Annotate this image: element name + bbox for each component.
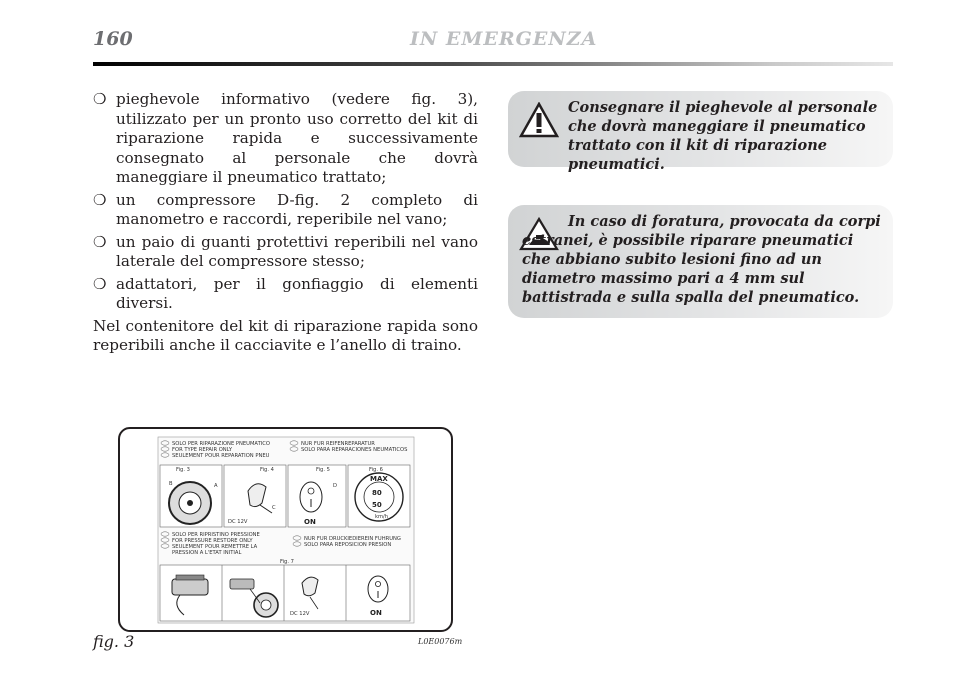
label-de-pressure: NUR FUR DRUCKIEDIEREIN FUHRUNG <box>304 536 401 542</box>
list-item <box>93 90 478 188</box>
label-it-pressure: SOLO PER RIPRISTINO PRESSIONE <box>172 532 260 538</box>
panel-fig5-label: Fig. 5 <box>316 467 330 473</box>
label-fr-pressure-2: PRESSION A L'ETAT INITIAL <box>172 550 242 556</box>
figure-code: L0E0076m <box>418 637 463 646</box>
gauge-max-label: MAX <box>370 475 388 483</box>
left-column <box>93 90 478 356</box>
label-gb-repair: FOR TYPE REPAIR ONLY <box>172 447 233 453</box>
compressor-tyre-drawing <box>230 579 254 589</box>
warning-note-text: Consegnare il pieghevole al personale che dovrà maneggiare il pneumatico trattato con il kit di riparazione pneumatici. <box>568 99 878 173</box>
gauge-value-bottom: 50 <box>372 501 382 509</box>
label-es-pressure: SOLO PARA REPOSICION PRESION <box>304 542 392 548</box>
letter-d: D <box>333 483 337 489</box>
bullet-mark: ❍ <box>93 232 107 251</box>
page-header <box>93 28 893 58</box>
panel-fig7-label: Fig. 7 <box>280 559 294 565</box>
bullet-mark: ❍ <box>93 190 107 209</box>
compressor-drawing <box>172 579 208 595</box>
repair-kit-illustration <box>120 429 451 630</box>
bottom-panel <box>160 559 410 621</box>
environment-note <box>508 205 893 318</box>
letter-a: A <box>214 483 218 489</box>
label-it-repair: SOLO PER RIPARAZIONE PNEUMATICO <box>172 441 270 447</box>
warning-note <box>508 91 893 173</box>
label-de-repair: NUR FUR REIFENREPARATUR <box>301 441 375 447</box>
on-label-bottom: ON <box>370 609 382 617</box>
label-gb-pressure: FOR PRESSURE RESTORE ONLY <box>172 538 253 544</box>
on-label-top: ON <box>304 518 316 526</box>
bullet-mark: ❍ <box>93 274 107 293</box>
dc-label-bottom: DC 12V <box>290 611 310 617</box>
panel-fig6-label: Fig. 6 <box>369 467 383 473</box>
list-item-text: un paio di guanti protettivi reperibili nel vano laterale del compressore stesso; <box>116 232 478 270</box>
gauge-value-top: 80 <box>372 489 382 497</box>
body-paragraph: Nel contenitore del kit di riparazione rapida sono reperibili anche il cacciavite e l’anello di traino. <box>93 316 478 354</box>
list-item <box>93 233 478 272</box>
panel-fig4-label: Fig. 4 <box>260 467 274 473</box>
switch-drawing <box>300 482 322 512</box>
header-rule <box>93 62 893 66</box>
gauge-speed-label: km/h <box>375 514 389 520</box>
label-es-repair: SOLO PARA REPARACIONES NEUMATICOS <box>301 447 408 453</box>
switch-drawing-2 <box>368 576 388 602</box>
list-item <box>93 275 478 314</box>
letter-b: B <box>169 481 173 487</box>
section-title: IN EMERGENZA <box>410 28 598 50</box>
list-item <box>93 191 478 230</box>
repair-kit-figure <box>118 427 453 632</box>
warning-triangle-icon <box>519 102 559 138</box>
letter-c: C <box>272 505 276 511</box>
panel-fig3-label: Fig. 3 <box>176 467 190 473</box>
top-panels <box>160 465 410 527</box>
label-fr-pressure: SEULEMENT POUR REMETTRE LA <box>172 544 258 550</box>
bullet-mark: ❍ <box>93 90 107 108</box>
list-item-text: un compressore D-fig. 2 completo di manometro e raccordi, reperibile nel vano; <box>116 190 478 228</box>
dc-label-top: DC 12V <box>228 519 248 525</box>
page-number: 160 <box>93 28 133 50</box>
environment-note-text: In caso di foratura, provocata da corpi estranei, è possibile riparare pneumatici che abbiano subito lesioni fino ad un diametro massimo pari a 4 mm sul battistrada e sulla spalla del pneumatico. <box>522 213 881 306</box>
list-item-text: pieghevole informativo (vedere fig. 3), utilizzato per un pronto uso corretto del kit di riparazione rapida e successivamente consegnato al personale che dovrà maneggiare il pneumatico trattato; <box>116 90 478 186</box>
figure-caption: fig. 3 <box>93 632 135 651</box>
list-item-text: adattatori, per il gonfiaggio di elementi diversi. <box>116 274 478 312</box>
label-fr-repair: SEULEMENT POUR REPARATION PNEU <box>172 453 270 459</box>
